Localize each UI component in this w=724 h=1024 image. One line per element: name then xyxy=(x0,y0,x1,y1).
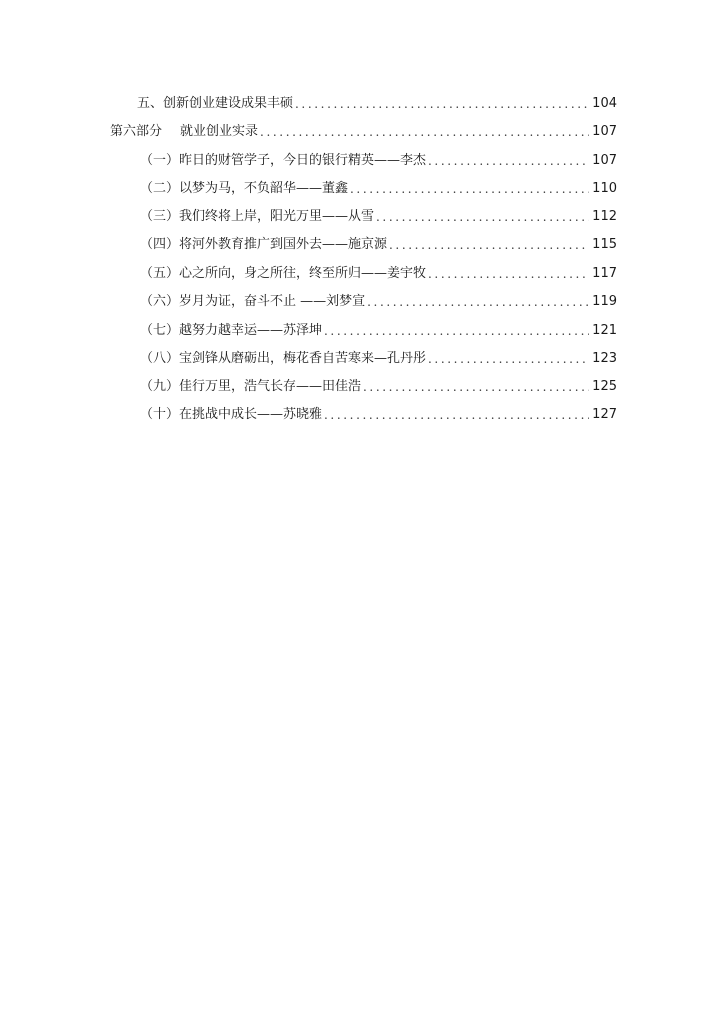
toc-dot-leader xyxy=(389,237,589,254)
toc-page-number: 115 xyxy=(592,237,617,252)
toc-entry-title: （二）以梦为马，不负韶华——董鑫 xyxy=(140,181,349,196)
toc-entry-title: （三）我们终将上岸，阳光万里——从雪 xyxy=(140,209,375,224)
toc-page-number: 112 xyxy=(592,209,617,224)
toc-dot-leader xyxy=(260,124,589,141)
toc-part-title: 就业创业实录 xyxy=(180,124,259,139)
toc-entry[interactable] xyxy=(140,291,617,311)
toc-page-number: 121 xyxy=(592,323,617,338)
toc-page-number: 119 xyxy=(592,294,617,309)
toc-entry[interactable] xyxy=(140,376,617,396)
toc-entry-title xyxy=(110,123,260,141)
toc-entry[interactable] xyxy=(140,206,617,226)
toc-page-number: 107 xyxy=(592,124,617,139)
toc-dot-leader xyxy=(367,294,589,311)
toc-entry[interactable] xyxy=(140,348,617,368)
toc-page-number: 104 xyxy=(592,96,617,111)
toc-entry-title: （七）越努力越幸运——苏泽坤 xyxy=(140,323,323,338)
toc-entry-title: （五）心之所向，身之所往，终至所归——姜宇牧 xyxy=(140,266,427,281)
toc-entry-title: （八）宝剑锋从磨砺出，梅花香自苦寒来—孔丹彤 xyxy=(140,351,427,366)
toc-dot-leader xyxy=(428,153,589,170)
toc-dot-leader xyxy=(428,351,589,368)
toc-entry-title: （九）佳行万里，浩气长存——田佳浩 xyxy=(140,379,362,394)
toc-entry-title: （十）在挑战中成长——苏晓雅 xyxy=(140,407,323,422)
toc-dot-leader xyxy=(324,407,589,424)
toc-entry[interactable] xyxy=(140,320,617,340)
toc-entry-title: （六）岁月为证，奋斗不止 ——刘梦宣 xyxy=(140,294,366,309)
toc-page-number: 117 xyxy=(592,266,617,281)
toc-page-number: 107 xyxy=(592,153,617,168)
toc-dot-leader xyxy=(376,209,589,226)
toc-entry-section-five[interactable] xyxy=(137,93,617,113)
toc-page-number: 125 xyxy=(592,379,617,394)
toc-entry[interactable] xyxy=(140,178,617,198)
toc-entry[interactable] xyxy=(140,234,617,254)
toc-entry-title: 五、创新创业建设成果丰硕 xyxy=(137,96,294,111)
toc-dot-leader xyxy=(428,266,589,283)
toc-dot-leader xyxy=(295,96,589,113)
toc-dot-leader xyxy=(324,323,589,340)
toc-entry-title: （四）将河外教育推广到国外去——施京源 xyxy=(140,237,388,252)
toc-page-number: 110 xyxy=(592,181,617,196)
toc-page-number: 127 xyxy=(592,407,617,422)
toc-entry[interactable] xyxy=(140,150,617,170)
toc-entry[interactable] xyxy=(140,263,617,283)
toc-dot-leader xyxy=(363,379,589,396)
toc-entry[interactable] xyxy=(140,404,617,424)
toc-entry-title: （一）昨日的财管学子，今日的银行精英——李杰 xyxy=(140,153,427,168)
toc-part-label: 第六部分 xyxy=(110,124,163,139)
toc-page-number: 123 xyxy=(592,351,617,366)
toc-entry-part-six[interactable] xyxy=(110,121,617,141)
toc-dot-leader xyxy=(350,181,589,198)
